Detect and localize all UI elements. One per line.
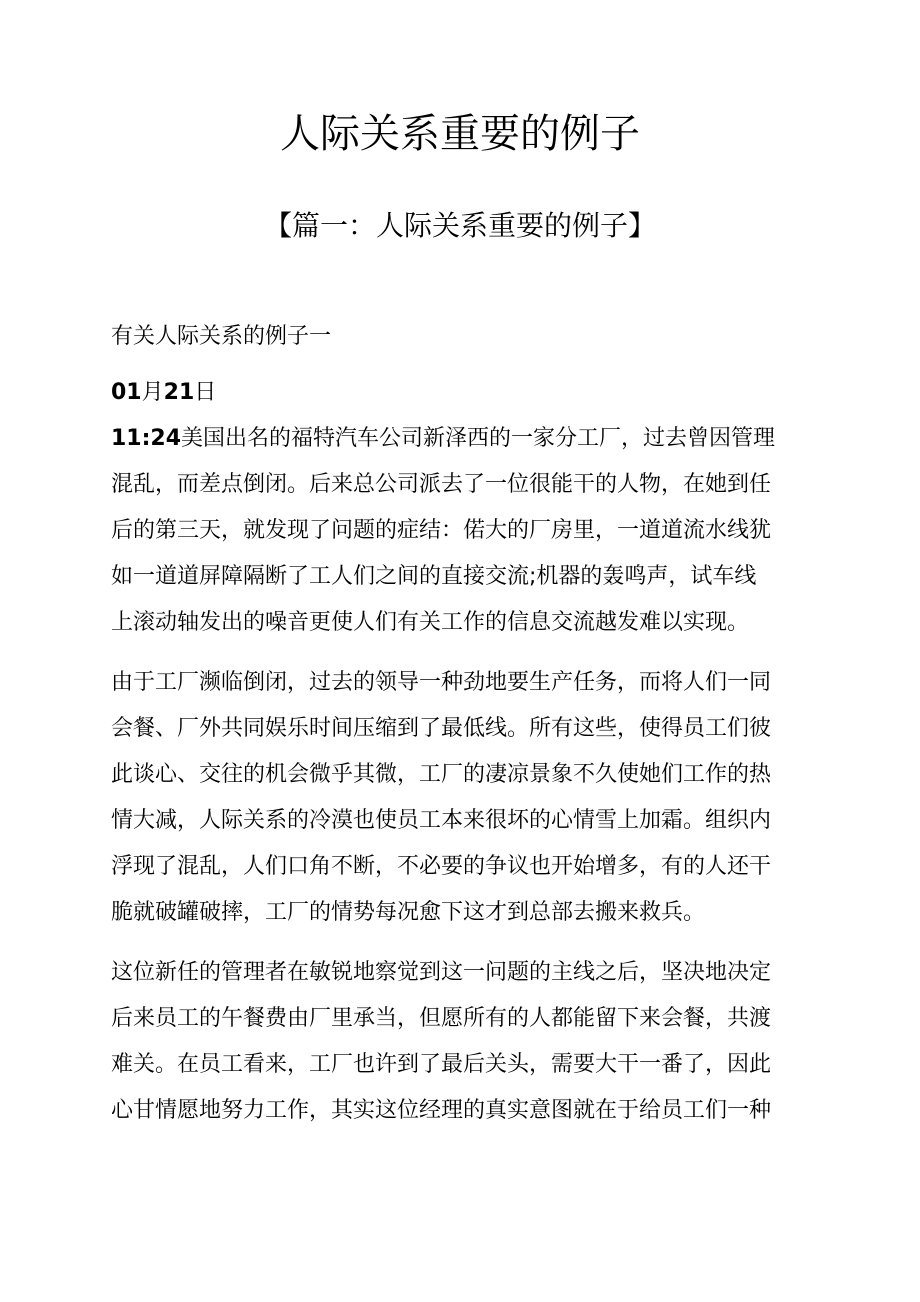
paragraph-line: 如一道道屏障隔断了工人们之间的直接交流;机器的轰鸣声，试车线: [111, 564, 757, 589]
paragraph-line: 脆就破罐破摔，工厂的情势每况愈下这才到总部去搬来救兵。: [111, 900, 706, 925]
paragraph-line-text: 美国出名的福特汽车公司新泽西的一家分工厂，过去曾因管理: [181, 426, 776, 451]
time-stamp: 11:24: [111, 426, 182, 451]
paragraph-line: 这位新任的管理者在敏锐地察觉到这一问题的主线之后，坚决地决定: [111, 960, 772, 985]
paragraph-line: 心甘情愿地努力工作，其实这位经理的真实意图就在于给员工们一种: [111, 1098, 772, 1123]
paragraph-line: 情大减，人际关系的冷漠也使员工本来很坏的心情雪上加霜。组织内: [111, 808, 772, 833]
paragraph-line: 会餐、厂外共同娱乐时间压缩到了最低线。所有这些，使得员工们彼: [111, 716, 772, 741]
paragraph-line: 混乱，而差点倒闭。后来总公司派去了一位很能干的人物，在她到任: [111, 472, 772, 497]
paragraph-3: [111, 950, 811, 1134]
section-heading: 有关人际关系的例子一: [111, 324, 332, 349]
paragraph-line: 后的第三天，就发现了问题的症结：偌大的厂房里，一道道流水线犹: [111, 518, 772, 543]
paragraph-line: 难关。在员工看来，工厂也许到了最后关头，需要大干一番了，因此: [111, 1052, 772, 1077]
paragraph-2: [111, 660, 811, 936]
paragraph-line: 后来员工的午餐费由厂里承当，但愿所有的人都能留下来会餐，共渡: [111, 1006, 772, 1031]
paragraph-1: [111, 416, 811, 646]
date-line: [111, 370, 811, 416]
date-month-unit: 月: [141, 380, 164, 405]
date-month-number: 01: [111, 380, 142, 405]
date-day-number: 21: [163, 380, 195, 405]
date-day-unit: 日: [194, 380, 217, 405]
paragraph-line: 由于工厂濒临倒闭，过去的领导一种劲地要生产任务，而将人们一同: [111, 670, 772, 695]
paragraph-line: 此谈心、交往的机会微乎其微，工厂的凄凉景象不久使她们工作的热: [111, 762, 772, 787]
document-body: [111, 314, 811, 1148]
document-title: 人际关系重要的例子: [280, 111, 640, 157]
document-subtitle: 【篇一：人际关系重要的例子】: [263, 209, 656, 242]
paragraph-line: 上滚动轴发出的噪音更使人们有关工作的信息交流越发难以实现。: [111, 610, 750, 635]
paragraph-line: 浮现了混乱，人们口角不断，不必要的争议也开始增多，有的人还干: [111, 854, 772, 879]
paragraph-line: [111, 416, 811, 462]
